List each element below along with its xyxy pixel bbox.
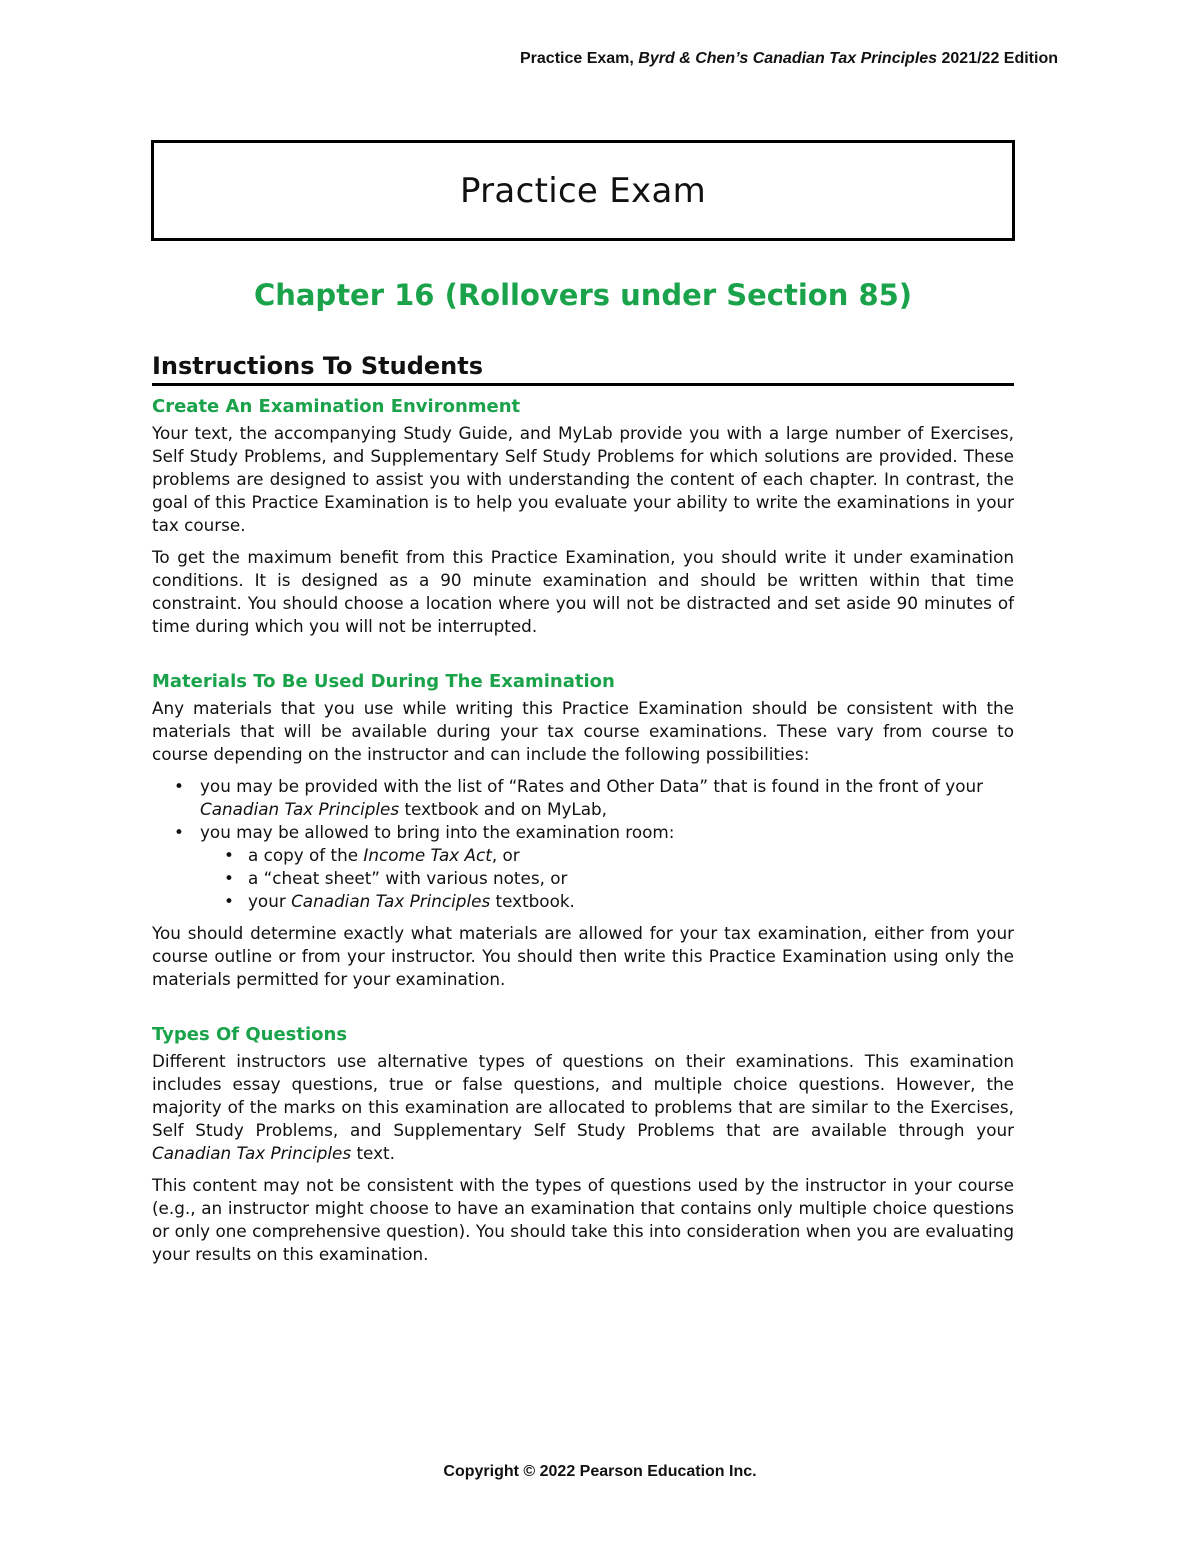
sub-list: [200, 844, 1014, 913]
list-text: a copy of the: [248, 845, 364, 865]
section-spacer: [152, 1000, 1014, 1024]
paragraph: Your text, the accompanying Study Guide, and MyLab provide you with a large number of Exercises, Self Study Problems, and Supplementary Self Study Problems for which solutions are provided. These problems are designed to assist you with understanding the content of each chapter. In contrast, the goal of this Practice Examination is to help you evaluate your ability to write the examinations in your tax course.: [152, 423, 1014, 535]
paragraph: This content may not be consistent with the types of questions used by the instructor in your course (e.g., an instructor might choose to have an examination that contains only multiple choice questions or only one comprehensive question). You should take this into consideration when you are evaluating your results on this examination.: [152, 1175, 1014, 1264]
header-book-title: Byrd & Chen’s Canadian Tax Principles: [638, 50, 938, 67]
list-text: a “cheat sheet” with various notes, or: [248, 868, 568, 888]
instructions-heading: Instructions To Students: [152, 352, 1014, 386]
chapter-heading: Chapter 16 (Rollovers under Section 85): [253, 278, 913, 312]
header-edition: 2021/22 Edition: [937, 50, 1058, 67]
paragraph: [152, 1050, 1014, 1165]
paragraph: To get the maximum benefit from this Practice Examination, you should write it under examination conditions. It is designed as a 90 minute examination and should be written within that time constraint. You should choose a location where you will not be distracted and set aside 90 minutes of time during which you will not be interrupted.: [152, 547, 1014, 636]
paragraph: You should determine exactly what materials are allowed for your tax examination, either from your course outline or from your instructor. You should then write this Practice Examination using only the materials permitted for your examination.: [152, 923, 1014, 989]
list-text: textbook and on MyLab,: [399, 799, 607, 819]
list-text: you may be provided with the list of “Rates and Other Data” that is found in the front of your: [200, 776, 983, 796]
running-header: [520, 50, 1058, 68]
page-title: Practice Exam: [459, 170, 707, 211]
paragraph-text: Different instructors use alternative types of questions on their examinations. This examination includes essay questions, true or false questions, and multiple choice questions. However, the majority of the marks on this examination are allocated to problems that are similar to the Exercises, Self Study Problems, and Supplementary Self Study Problems that are available through your: [152, 1051, 1014, 1140]
list-item: [152, 775, 1014, 821]
section-heading-question-types: Types Of Questions: [152, 1024, 348, 1045]
book-title: Canadian Tax Principles: [152, 1143, 352, 1163]
section-spacer: [152, 647, 1014, 671]
title-box: [151, 140, 1015, 241]
list-text: textbook.: [490, 891, 575, 911]
paragraph-text: text.: [351, 1143, 395, 1163]
list-text: , or: [491, 845, 520, 865]
list-text: you may be allowed to bring into the examination room:: [200, 822, 675, 842]
section-heading-environment: Create An Examination Environment: [152, 396, 521, 417]
sub-list-item: [200, 867, 1014, 890]
section-heading-materials: Materials To Be Used During The Examination: [152, 671, 615, 692]
sub-list-item: [200, 844, 1014, 867]
act-title: Income Tax Act: [363, 845, 492, 865]
list-item: [152, 821, 1014, 913]
header-prefix: Practice Exam,: [520, 50, 639, 67]
list-text: your: [248, 891, 292, 911]
paragraph: Any materials that you use while writing this Practice Examination should be consistent with the materials that will be available during your tax course examinations. These vary from course to course depending on the instructor and can include the following possibilities:: [152, 698, 1014, 764]
book-title: Canadian Tax Principles: [291, 891, 491, 911]
book-title: Canadian Tax Principles: [200, 799, 400, 819]
sub-list-item: [200, 890, 1014, 913]
materials-list: [152, 775, 1014, 913]
copyright-footer: Copyright © 2022 Pearson Education Inc.: [443, 1463, 757, 1480]
instructions-content: [152, 352, 1014, 1275]
